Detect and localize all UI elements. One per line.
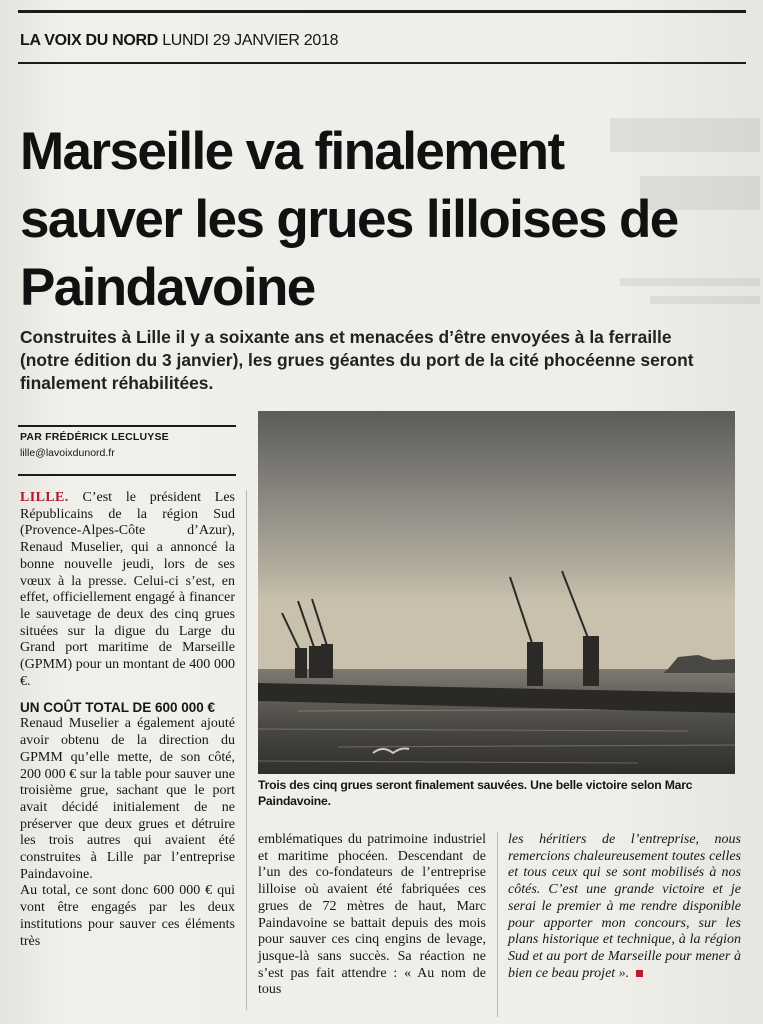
paragraph-3: Au total, ce sont donc 600 000 € qui vont être engagés par les deux institutions pour sauver ces éléments très xyxy=(20,883,235,949)
byline-rule-top xyxy=(18,425,236,427)
top-rule xyxy=(18,10,746,13)
paragraph-2: Renaud Muselier a également ajouté avoir obtenu de la direction du GPMM qu’elle mette, de son côté, 200 000 € sur la table pour sauver une troisième grue, sachant que le port avait décidé initialement de ne préserver que deux grues et détruire les trois autres qui avaient été construites à Lille par l’entreprise Paindavoine. xyxy=(20,716,235,882)
photo-cranes xyxy=(258,411,735,774)
article-column-2 xyxy=(258,832,486,999)
paragraph-4: emblématiques du patrimoine industriel et maritime phocéen. Descendant de l’un des co-fondateurs de l’entreprise lilloise où avaient été fabriquées ces grues de 72 mètres de haut, Marc Paindavoine se battait depuis des mois pour sauver ces cinq engins de levage, jusque-là sans succès. Sa réaction ne s’est pas fait attendre : « Au nom de tous xyxy=(258,832,486,998)
paragraph-1: C’est le président Les Républicains de la région Sud (Provence-Alpes-Côte d’Azur), Renaud Muselier, qui a annoncé la bonne nouvelle jeudi, lors de ses vœux à la presse. Celui-ci s’est, en effet, officiellement engagé à financer le sauvetage de deux des cinq grues situées sur la digue du Large du Grand port maritime de Marseille (GPMM) pour un montant de 400 000 €. xyxy=(20,490,236,689)
byline-rule-bottom xyxy=(18,474,236,476)
byline-email: lille@lavoixdunord.fr xyxy=(20,447,115,459)
byline-author: PAR FRÉDÉRICK LECLUYSE xyxy=(20,431,169,443)
column-divider xyxy=(497,832,498,1017)
headline: Marseille va finalement sauver les grues lilloises de Paindavoine xyxy=(20,122,678,317)
end-mark-icon xyxy=(636,970,643,977)
paragraph-5: les héritiers de l’entreprise, nous remercions chaleureusement toutes celles et tous ceux qui se sont mobilisés à nos côtés. C’est une grande victoire et je serai le premier à me rendre disponible pour apporter mon concours, sur les plans historique et technique, à la région Sud et au port de Marseille pour mener à bien ce beau projet ». xyxy=(508,832,741,981)
column-divider xyxy=(246,490,247,1010)
standfirst: Construites à Lille il y a soixante ans et menacées d’être envoyées à la ferraille (notre édition du 3 janvier), les grues géantes du port de la cité phocéenne seront finalement réhabilitées. xyxy=(20,327,694,393)
masthead xyxy=(20,32,338,50)
article-column-3 xyxy=(508,832,741,982)
masthead-rule xyxy=(18,62,746,64)
masthead-date: LUNDI 29 JANVIER 2018 xyxy=(162,32,339,49)
subheading: UN COÛT TOTAL DE 600 000 € xyxy=(20,700,216,716)
photo-caption: Trois des cinq grues seront finalement sauvées. Une belle victoire selon Marc Paindavoine. xyxy=(258,778,693,808)
article-column-1 xyxy=(20,490,235,950)
dateline: LILLE. xyxy=(20,490,69,505)
masthead-brand: LA VOIX DU NORD xyxy=(20,32,159,49)
